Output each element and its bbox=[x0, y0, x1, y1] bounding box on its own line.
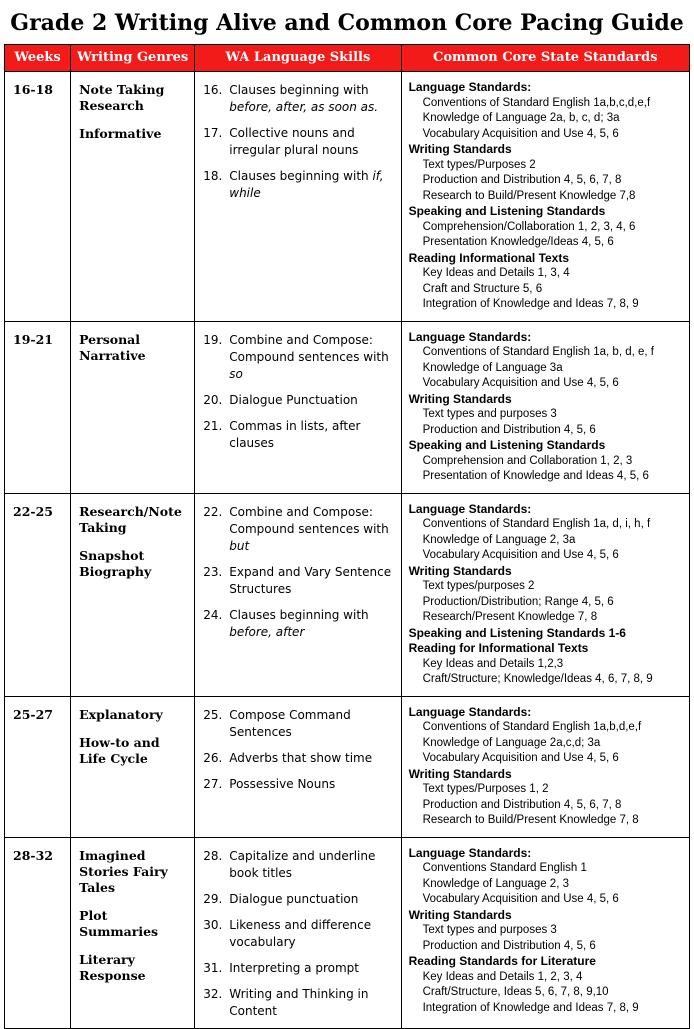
standards-group-heading: Language Standards: bbox=[408, 501, 532, 516]
standards-item: Presentation of Knowledge and Ideas 4, 5, 6 bbox=[422, 470, 649, 482]
genre-item: Plot Summaries bbox=[79, 907, 159, 939]
standards-group bbox=[409, 564, 685, 626]
standards-item: Knowledge of Language 3a bbox=[422, 361, 563, 374]
standards-item: Comprehension and Collaboration 1, 2, 3 bbox=[422, 454, 633, 467]
standards-item: Knowledge of Language 2a,c,d; 3a bbox=[422, 736, 601, 749]
standards-group bbox=[409, 908, 685, 955]
standards-group-heading: Language Standards: bbox=[408, 845, 532, 860]
standards-item: Research to Build/Present Knowledge 7,8 bbox=[422, 189, 636, 202]
cell-wa-language-skills bbox=[195, 493, 401, 696]
standards-group-heading: Language Standards: bbox=[408, 329, 532, 344]
skill-text: Capitalize and underline book titles bbox=[229, 848, 376, 880]
skill-number: 19. bbox=[203, 332, 223, 347]
standards-group-heading: Writing Standards bbox=[408, 766, 512, 781]
standards-item: Production and Distribution 4, 5, 6, 7, 8 bbox=[422, 798, 622, 811]
genre-item: Snapshot Biography bbox=[79, 547, 152, 579]
skill-text: Combine and Compose: Compound sentences with so bbox=[229, 332, 389, 381]
standards-item: Craft/Structure; Knowledge/Ideas 4, 6, 7, 8, 9 bbox=[422, 673, 653, 685]
standards-group-heading: Reading Standards for Literature bbox=[408, 954, 596, 968]
cell-common-core-standards bbox=[401, 696, 689, 837]
skill-text: Expand and Vary Sentence Structures bbox=[229, 564, 392, 596]
standards-item: Vocabulary Acquisition and Use 4, 5, 6 bbox=[422, 752, 619, 764]
skill-number: 30. bbox=[203, 917, 223, 932]
skill-number: 32. bbox=[203, 986, 223, 1001]
skill-number: 25. bbox=[203, 707, 223, 722]
standards-item: Knowledge of Language 2a, b, c, d; 3a bbox=[422, 112, 620, 124]
skill-number: 26. bbox=[203, 750, 223, 765]
standards-item: Conventions of Standard English 1a,b,d,e,f bbox=[422, 721, 642, 733]
skills-list bbox=[203, 848, 394, 1020]
standards-group bbox=[409, 392, 685, 439]
standards-group-heading: Speaking and Listening Standards bbox=[408, 204, 606, 218]
standards-item: Key Ideas and Details 1,2,3 bbox=[422, 657, 564, 670]
cell-writing-genres bbox=[71, 72, 195, 322]
standards-item: Knowledge of Language 2, 3 bbox=[422, 877, 569, 890]
standards-item: Conventions of Standard English 1a,b,c,d,e,f bbox=[422, 96, 651, 109]
skill-text: Dialogue punctuation bbox=[229, 891, 359, 906]
cell-weeks: 22-25 bbox=[5, 493, 71, 696]
table-row bbox=[5, 72, 690, 322]
skill-item bbox=[203, 332, 394, 383]
standards-item: Conventions of Standard English 1a, d, i, h, f bbox=[422, 518, 651, 530]
standards-item: Vocabulary Acquisition and Use 4, 5, 6 bbox=[422, 127, 619, 140]
genre-item: Research/Note Taking bbox=[79, 503, 182, 535]
column-header-wa-language-skills: WA Language Skills bbox=[195, 45, 401, 72]
skills-list bbox=[203, 504, 394, 641]
skill-number: 28. bbox=[203, 848, 223, 863]
cell-wa-language-skills bbox=[195, 72, 401, 322]
skill-number: 18. bbox=[203, 169, 223, 183]
pacing-guide-table bbox=[4, 44, 690, 1029]
skill-item bbox=[203, 504, 394, 555]
standards-item: Vocabulary Acquisition and Use 4, 5, 6 bbox=[422, 893, 619, 905]
standards-group bbox=[409, 767, 685, 829]
standards-item: Text types and purposes 3 bbox=[422, 408, 557, 420]
standards-group bbox=[409, 626, 685, 642]
standards-item: Vocabulary Acquisition and Use 4, 5, 6 bbox=[422, 549, 619, 561]
skill-number: 29. bbox=[203, 891, 223, 906]
skills-list bbox=[203, 82, 394, 202]
standards-group-heading: Language Standards: bbox=[408, 704, 532, 719]
cell-weeks: 28-32 bbox=[5, 837, 71, 1028]
column-header-common-core-state-standards: Common Core State Standards bbox=[401, 45, 689, 72]
skill-text: Adverbs that show time bbox=[229, 750, 373, 765]
standards-group bbox=[409, 705, 685, 767]
skill-number: 21. bbox=[203, 418, 223, 433]
standards-group bbox=[409, 641, 685, 688]
standards-item: Text types/Purposes 1, 2 bbox=[422, 783, 549, 795]
skill-item bbox=[203, 82, 394, 116]
skill-item bbox=[203, 750, 394, 767]
standards-item: Key Ideas and Details 1, 2, 3, 4 bbox=[422, 970, 583, 983]
genre-item: Note Taking Research bbox=[79, 82, 165, 113]
skill-item bbox=[203, 776, 394, 793]
standards-item: Conventions Standard English 1 bbox=[422, 862, 587, 874]
standards-group bbox=[409, 954, 685, 1016]
table-row bbox=[5, 696, 690, 837]
skill-text: Combine and Compose: Compound sentences with but bbox=[229, 504, 389, 553]
standards-item: Craft and Structure 5, 6 bbox=[422, 282, 543, 295]
cell-wa-language-skills bbox=[195, 321, 401, 493]
column-header-weeks: Weeks bbox=[5, 45, 71, 72]
genre-item: Imagined Stories Fairy Tales bbox=[79, 847, 168, 895]
standards-group bbox=[409, 80, 685, 142]
standards-group-heading: Writing Standards bbox=[408, 391, 512, 406]
skill-item bbox=[203, 392, 394, 409]
skill-item bbox=[203, 125, 394, 159]
skill-item bbox=[203, 986, 394, 1020]
skill-item bbox=[203, 418, 394, 452]
standards-group-heading: Speaking and Listening Standards bbox=[408, 438, 606, 452]
skills-list bbox=[203, 707, 394, 793]
table-body bbox=[5, 72, 690, 1029]
skill-item bbox=[203, 960, 394, 977]
standards-group-heading: Language Standards: bbox=[408, 80, 532, 94]
cell-weeks: 25-27 bbox=[5, 696, 71, 837]
skill-number: 31. bbox=[203, 960, 223, 975]
standards-item: Production/Distribution; Range 4, 5, 6 bbox=[422, 595, 614, 608]
table-header bbox=[5, 45, 690, 72]
cell-writing-genres bbox=[71, 321, 195, 493]
standards-item: Integration of Knowledge and Ideas 7, 8, 9 bbox=[422, 298, 639, 310]
standards-item: Text types and purposes 3 bbox=[422, 924, 557, 936]
standards-group bbox=[409, 251, 685, 313]
skill-number: 24. bbox=[203, 607, 223, 622]
cell-common-core-standards bbox=[401, 493, 689, 696]
skill-number: 23. bbox=[203, 564, 223, 579]
standards-group bbox=[409, 846, 685, 908]
standards-item: Production and Distribution 4, 5, 6, 7, 8 bbox=[422, 174, 622, 186]
skill-number: 22. bbox=[203, 504, 223, 519]
standards-group-heading: Writing Standards bbox=[408, 563, 512, 578]
standards-group-heading: Reading for Informational Texts bbox=[408, 641, 589, 655]
skill-text: Commas in lists, after clauses bbox=[229, 418, 361, 450]
skill-text: Dialogue Punctuation bbox=[229, 392, 358, 407]
cell-weeks: 16-18 bbox=[5, 72, 71, 322]
column-header-writing-genres: Writing Genres bbox=[71, 45, 195, 72]
table-row bbox=[5, 321, 690, 493]
standards-group bbox=[409, 438, 685, 485]
standards-item: Production and Distribution 4, 5, 6 bbox=[422, 423, 596, 436]
skill-number: 27. bbox=[203, 776, 223, 791]
skill-number: 20. bbox=[203, 392, 223, 407]
standards-group bbox=[409, 204, 685, 251]
standards-item: Research to Build/Present Knowledge 7, 8 bbox=[422, 814, 639, 826]
cell-weeks: 19-21 bbox=[5, 321, 71, 493]
skill-item bbox=[203, 917, 394, 951]
standards-item: Vocabulary Acquisition and Use 4, 5, 6 bbox=[422, 377, 619, 389]
skill-text: Clauses beginning with before, after bbox=[229, 607, 369, 639]
standards-item: Text types/purposes 2 bbox=[422, 580, 535, 592]
skill-item bbox=[203, 607, 394, 641]
skill-text: Writing and Thinking in Content bbox=[229, 986, 369, 1018]
standards-item: Key Ideas and Details 1, 3, 4 bbox=[422, 267, 570, 279]
skill-text: Clauses beginning with if, while bbox=[229, 169, 384, 200]
genre-item: Informative bbox=[79, 126, 162, 141]
cell-common-core-standards bbox=[401, 837, 689, 1028]
standards-group bbox=[409, 330, 685, 392]
standards-item: Knowledge of Language 2, 3a bbox=[422, 533, 576, 546]
genre-item: Explanatory bbox=[79, 706, 163, 722]
standards-item: Comprehension/Collaboration 1, 2, 3, 4, 6 bbox=[422, 220, 636, 233]
cell-writing-genres bbox=[71, 696, 195, 837]
standards-item: Presentation Knowledge/Ideas 4, 5, 6 bbox=[422, 236, 614, 248]
skill-text: Possessive Nouns bbox=[229, 776, 336, 791]
standards-group-heading: Writing Standards bbox=[408, 142, 512, 156]
standards-item: Conventions of Standard English 1a, b, d, e, f bbox=[422, 346, 654, 358]
standards-group-heading: Writing Standards bbox=[408, 907, 512, 922]
skill-text: Interpreting a prompt bbox=[229, 960, 359, 975]
skill-item bbox=[203, 168, 394, 202]
standards-group bbox=[409, 142, 685, 204]
standards-item: Research/Present Knowledge 7, 8 bbox=[422, 611, 598, 623]
standards-item: Production and Distribution 4, 5, 6 bbox=[422, 939, 596, 952]
standards-item: Craft/Structure, Ideas 5, 6, 7, 8, 9,10 bbox=[422, 986, 609, 998]
cell-writing-genres bbox=[71, 837, 195, 1028]
skill-number: 17. bbox=[203, 126, 223, 140]
genre-item: Literary Response bbox=[79, 951, 146, 983]
skill-number: 16. bbox=[203, 83, 223, 97]
standards-item: Text types/Purposes 2 bbox=[422, 158, 536, 171]
cell-wa-language-skills bbox=[195, 696, 401, 837]
standards-group-heading: Speaking and Listening Standards 1-6 bbox=[408, 625, 626, 640]
skill-text: Likeness and difference vocabulary bbox=[229, 917, 372, 949]
standards-item: Integration of Knowledge and Ideas 7, 8, 9 bbox=[422, 1001, 639, 1014]
skill-item bbox=[203, 848, 394, 882]
skill-text: Collective nouns and irregular plural nouns bbox=[229, 126, 359, 157]
skill-text: Compose Command Sentences bbox=[229, 707, 351, 739]
skill-item bbox=[203, 564, 394, 598]
genre-item: How-to and Life Cycle bbox=[79, 734, 160, 766]
skills-list bbox=[203, 332, 394, 452]
standards-group-heading: Reading Informational Texts bbox=[408, 250, 570, 265]
page-title: Grade 2 Writing Alive and Common Core Pacing Guide bbox=[10, 10, 684, 36]
skill-item bbox=[203, 891, 394, 908]
genre-item: Personal Narrative bbox=[79, 331, 146, 363]
table-row bbox=[5, 837, 690, 1028]
skill-item bbox=[203, 707, 394, 741]
cell-wa-language-skills bbox=[195, 837, 401, 1028]
standards-group bbox=[409, 502, 685, 564]
cell-common-core-standards bbox=[401, 72, 689, 322]
cell-common-core-standards bbox=[401, 321, 689, 493]
table-row bbox=[5, 493, 690, 696]
skill-text: Clauses beginning with before, after, as soon as. bbox=[229, 83, 379, 114]
cell-writing-genres bbox=[71, 493, 195, 696]
